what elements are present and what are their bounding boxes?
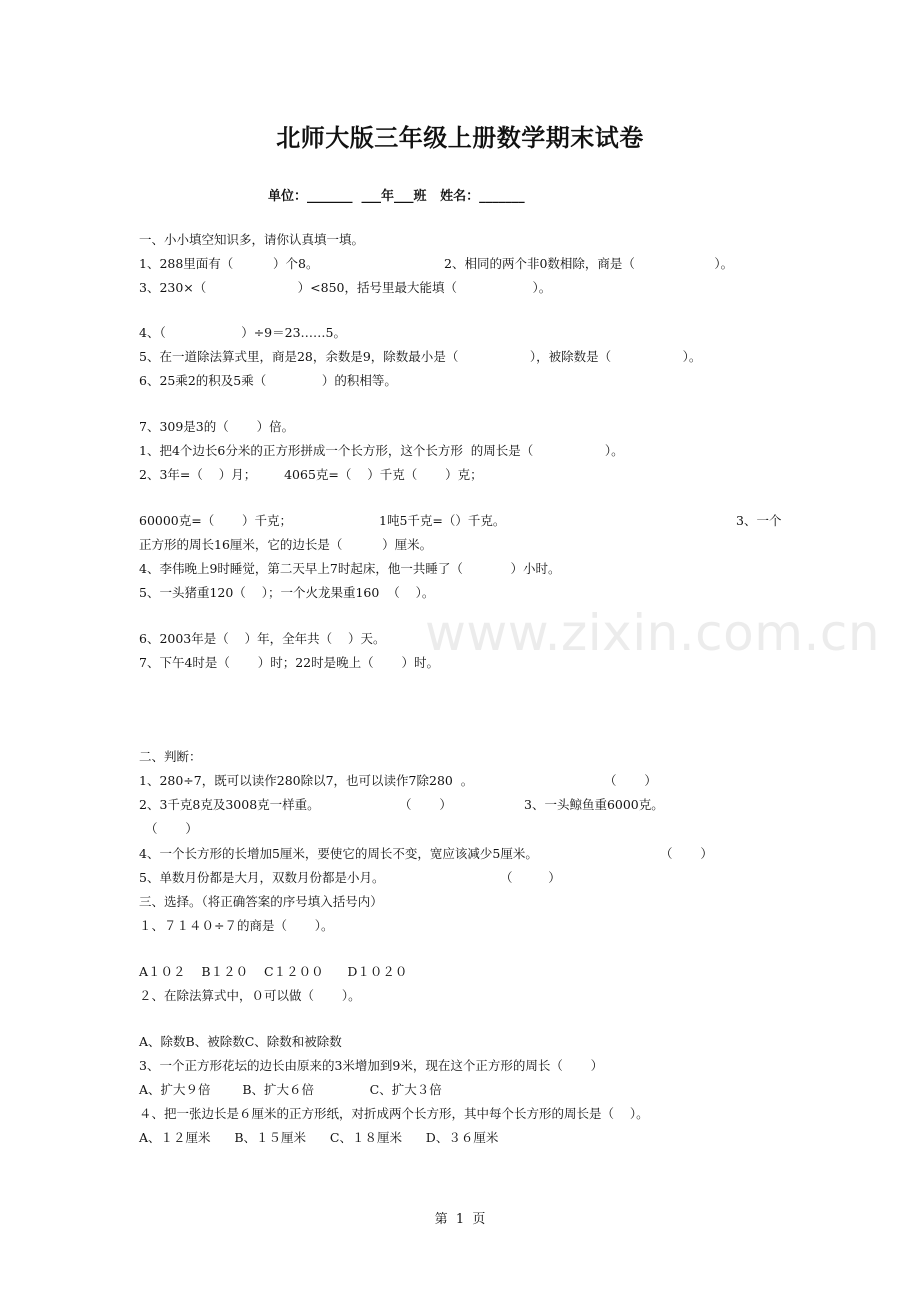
section-3-heading: 三、选择。（将正确答案的序号填入括号内） [139,894,383,909]
answer-bracket: （ ） [500,870,561,885]
question-line: 7、309是3的（ ）倍。 [139,419,295,434]
question-line: 2、3年=（ ）月； 4065克=（ ）千克（ ）克； [139,467,483,482]
watermark: www.zixin.com.cn [425,604,881,662]
question-line: １、７１４０÷７的商是（ ）。 [139,918,334,933]
question-line: 1、280÷7，既可以读作280除以7，也可以读作7除280 。 [139,773,474,788]
answer-bracket: （ ） [145,821,198,836]
section-1-heading: 一、小小填空知识多，请你认真填一填。 [139,232,365,247]
question-line: 5、一头猪重120（ ）；一个火龙果重160 （ ）。 [139,585,435,600]
question-line: 正方形的周长16厘米，它的边长是（ ）厘米。 [139,537,433,552]
answer-bracket: （ ） [660,846,713,861]
question-line: 6、25乘2的积及5乘（ ）的积相等。 [139,373,397,388]
question-line: ２、在除法算式中，０可以做（ ）。 [139,988,361,1003]
question-line: 4、一个长方形的长增加5厘米，要使它的周长不变，宽应该减少5厘米。 [139,846,538,861]
student-info-line: 单位：_______ ___年___班 姓名：_______ [268,189,525,204]
question-line: ４、把一张边长是６厘米的正方形纸，对折成两个长方形，其中每个长方形的周长是（ ）。 [139,1106,649,1121]
question-line: 1、把4个边长6分米的正方形拼成一个长方形，这个长方形 的周长是（ ）。 [139,443,624,458]
question-line: 6、2003年是（ ）年，全年共（ ）天。 [139,631,386,646]
section-2-heading: 二、判断： [139,749,202,764]
question-line: 3、一头鲸鱼重6000克。 [524,797,664,812]
question-line: 2、3千克8克及3008克一样重。 [139,797,320,812]
question-line: 5、单数月份都是大月，双数月份都是小月。 [139,870,385,885]
question-line: 2、相同的两个非0数相除，商是（ ）。 [444,256,734,271]
choice-line: A１０２ B１２０ C１２００ D１０２０ [139,964,408,979]
question-line: 3、230×（ ）<850，括号里最大能填（ ）。 [139,280,552,295]
page-title: 北师大版三年级上册数学期末试卷 [276,124,644,152]
question-line: 4、（ ）÷9＝23……5。 [139,325,346,340]
question-line: 1、288里面有（ ）个8。 [139,256,319,271]
question-line: 3、一个正方形花坛的边长由原来的3米增加到9米，现在这个正方形的周长（ ） [139,1058,604,1073]
question-line: 60000克=（ ）千克； [139,513,293,528]
answer-bracket: （ ） [399,797,452,812]
question-line: 1吨5千克=（）千克。 [379,513,506,528]
question-line: 7、下午4时是（ ）时；22时是晚上（ ）时。 [139,655,439,670]
question-line: 3、一个 [736,513,782,528]
choice-line: A、除数B、被除数C、除数和被除数 [139,1034,342,1049]
answer-bracket: （ ） [604,773,657,788]
question-line: 4、李伟晚上9时睡觉，第二天早上7时起床，他一共睡了（ ）小时。 [139,561,561,576]
question-line: 5、在一道除法算式里，商是28，余数是9，除数最小是（ ），被除数是（ ）。 [139,349,702,364]
choice-line: A、扩大９倍 B、扩大６倍 C、扩大３倍 [139,1082,442,1097]
choice-line: A、１２厘米 B、１５厘米 C、１８厘米 D、３６厘米 [139,1130,499,1145]
page-number: 第 1 页 [434,1212,486,1227]
